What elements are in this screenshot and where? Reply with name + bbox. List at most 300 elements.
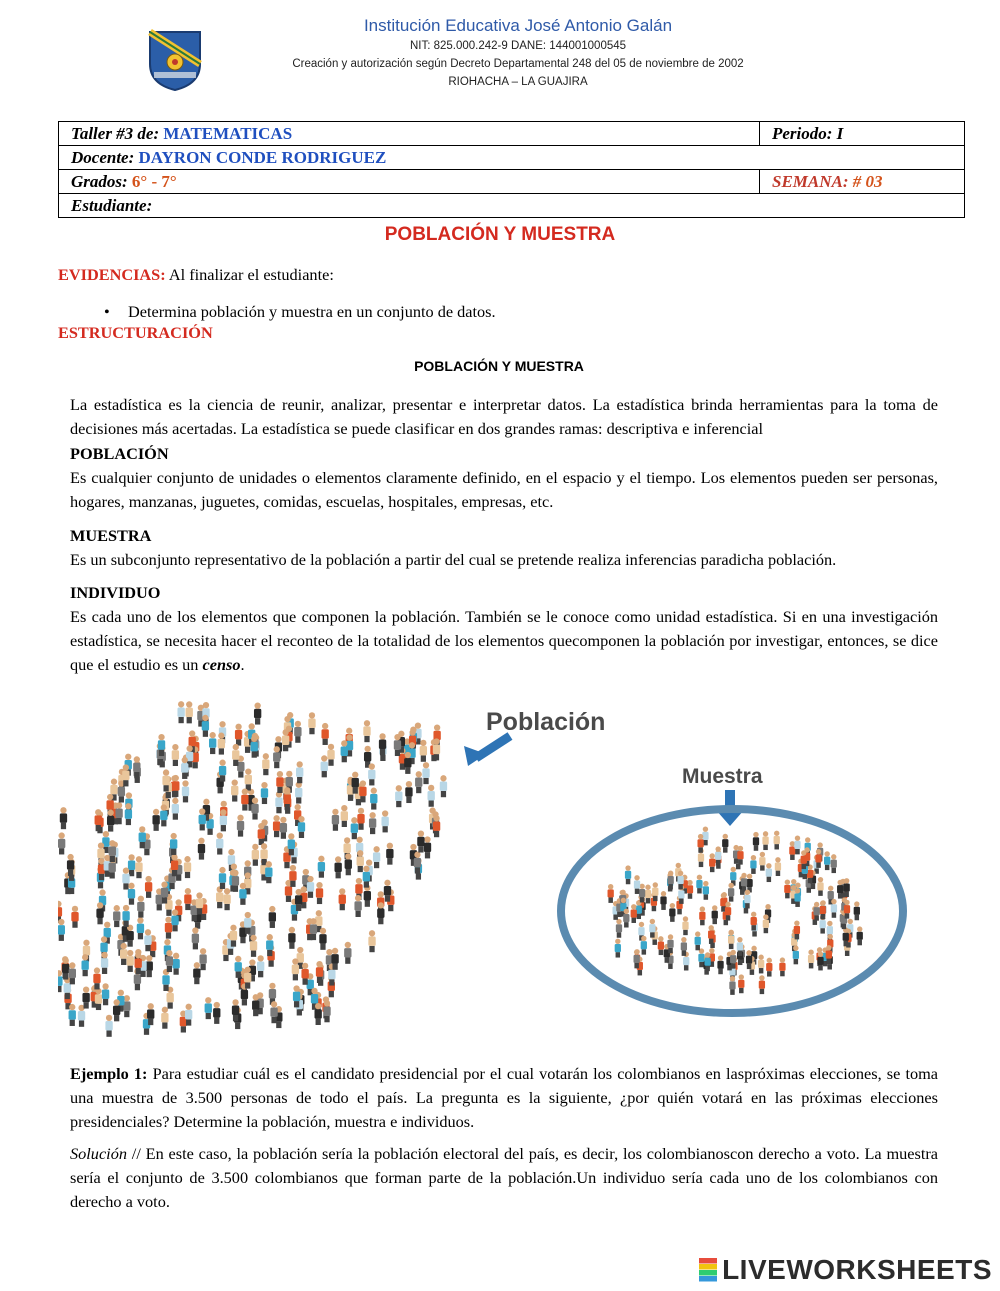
person-legs: [652, 906, 657, 911]
person-legs: [705, 966, 710, 971]
person-head: [303, 869, 309, 875]
person-legs: [328, 760, 333, 766]
person-head: [373, 846, 379, 852]
person-head: [698, 834, 703, 839]
person-legs: [68, 870, 73, 876]
person-legs: [329, 991, 334, 997]
person-body: [219, 766, 226, 775]
person-body: [420, 746, 427, 755]
nit-dane: NIT: 825.000.242-9 DANE: 144001000545: [409, 40, 627, 52]
person-legs: [166, 910, 171, 916]
person-legs: [336, 872, 341, 878]
person-head: [196, 892, 202, 898]
person-body: [71, 912, 78, 921]
person-body: [793, 951, 799, 959]
taller-subject: MATEMATICAS: [163, 123, 293, 143]
person-body: [107, 816, 114, 825]
person-head: [737, 937, 742, 942]
person-head: [114, 905, 120, 911]
person-body: [638, 927, 644, 935]
person-legs: [223, 955, 228, 961]
person-head: [324, 1000, 330, 1006]
person-legs: [744, 908, 749, 913]
person-body: [139, 832, 146, 841]
person-legs: [831, 868, 836, 873]
person-head: [339, 888, 345, 894]
person-legs: [173, 813, 178, 819]
person-head: [202, 715, 208, 721]
person-legs: [296, 905, 301, 911]
person-legs: [292, 914, 297, 920]
person-head: [69, 1004, 75, 1010]
person-legs: [736, 864, 741, 869]
person-legs: [162, 1022, 167, 1028]
person-legs: [235, 1023, 240, 1029]
person-legs: [182, 773, 187, 779]
person-legs: [124, 1011, 129, 1017]
person-head: [153, 809, 159, 815]
poblacion-text: Es cualquier conjunto de unidades o elementos claramente definido, en el espacio y el tiempo. Los elementos pueden ser personas, hogares, manzanas, juguetes, comidas, escuelas, hospitales, empresas, etc.: [70, 468, 938, 511]
person-head: [231, 863, 237, 869]
person-legs: [167, 966, 172, 972]
person-legs: [642, 949, 647, 954]
person-legs: [320, 944, 325, 950]
person-legs: [303, 978, 308, 984]
person-body: [774, 836, 780, 844]
person-legs: [811, 884, 816, 889]
person-body: [104, 928, 111, 937]
person-body: [127, 956, 134, 965]
person-legs: [388, 905, 393, 911]
person-legs: [415, 867, 420, 873]
person-legs: [172, 870, 177, 876]
person-legs: [296, 797, 301, 803]
person-legs: [240, 937, 245, 943]
person-legs: [253, 859, 258, 865]
person-legs: [709, 939, 714, 944]
decree-line: Creación y autorización según Decreto Departamental 248 del 05 de noviembre de 2002: [292, 58, 744, 70]
person-body: [296, 768, 303, 777]
person-legs: [661, 905, 666, 910]
person-head: [766, 863, 771, 868]
person-head: [365, 746, 371, 752]
person-legs: [276, 807, 281, 813]
person-legs: [626, 879, 631, 884]
person-legs: [193, 762, 198, 768]
person-body: [433, 821, 440, 830]
person-head: [700, 906, 705, 911]
person-body: [623, 914, 629, 922]
person-legs: [289, 849, 294, 855]
person-body: [185, 1010, 192, 1019]
person-body: [677, 876, 683, 884]
person-head: [106, 1015, 112, 1021]
person-legs: [245, 928, 250, 934]
person-body: [115, 809, 122, 818]
person-head: [232, 780, 238, 786]
person-body: [170, 839, 177, 848]
person-head: [355, 895, 361, 901]
person-head: [634, 949, 639, 954]
person-body: [779, 963, 785, 971]
person-body: [232, 876, 239, 885]
person-body: [341, 811, 348, 820]
person-legs: [352, 833, 357, 839]
person-legs: [166, 932, 171, 938]
person-head: [639, 884, 644, 889]
person-head: [658, 936, 663, 941]
person-head: [322, 723, 328, 729]
person-head: [676, 863, 681, 868]
person-body: [166, 956, 173, 965]
person-legs: [276, 1022, 281, 1028]
person-body: [252, 1000, 259, 1009]
person-body: [854, 907, 860, 915]
person-head: [240, 883, 246, 889]
person-body: [667, 940, 673, 948]
person-head: [125, 754, 131, 760]
person-body: [110, 785, 117, 794]
person-head: [217, 833, 223, 839]
person-head: [139, 826, 145, 832]
person-head: [107, 794, 113, 800]
person-legs: [96, 1004, 101, 1010]
person-head: [273, 815, 279, 821]
person-body: [725, 907, 731, 915]
person-head: [220, 809, 226, 815]
person-head: [790, 841, 795, 846]
person-body: [184, 862, 191, 871]
person-body: [292, 965, 299, 974]
person-legs: [364, 881, 369, 887]
person-body: [750, 860, 756, 868]
person-legs: [103, 999, 108, 1005]
person-head: [186, 745, 192, 751]
person-body: [202, 721, 209, 730]
person-body: [230, 931, 237, 940]
person-head: [252, 844, 258, 850]
person-body: [741, 878, 747, 886]
person-legs: [231, 940, 236, 946]
person-head: [249, 723, 255, 729]
person-body: [695, 937, 701, 945]
person-head: [228, 849, 234, 855]
person-head: [145, 929, 151, 935]
person-body: [166, 993, 173, 1002]
person-legs: [754, 845, 759, 850]
person-head: [200, 948, 206, 954]
person-legs: [219, 748, 224, 754]
person-body: [220, 816, 227, 825]
person-legs: [140, 842, 145, 848]
person-legs: [293, 974, 298, 980]
person-head: [631, 904, 636, 909]
person-head: [384, 880, 390, 886]
person-head: [158, 734, 164, 740]
person-legs: [814, 915, 819, 920]
person-head: [99, 889, 105, 895]
person-head: [433, 815, 439, 821]
person-body: [369, 818, 376, 827]
person-body: [697, 839, 703, 847]
person-body: [257, 962, 264, 971]
person-body: [213, 1008, 220, 1017]
person-body: [97, 849, 104, 858]
person-legs: [183, 796, 188, 802]
liveworksheets-badge-icon: [697, 1257, 719, 1283]
person-legs: [844, 892, 849, 897]
person-legs: [171, 849, 176, 855]
person-legs: [289, 943, 294, 949]
person-body: [181, 763, 188, 772]
person-head: [82, 954, 88, 960]
person-head: [844, 900, 849, 905]
person-head: [173, 775, 179, 781]
person-legs: [423, 778, 428, 784]
person-body: [857, 932, 863, 940]
person-legs: [670, 916, 675, 921]
person-head: [83, 987, 89, 993]
person-body: [280, 823, 287, 832]
person-head: [420, 740, 426, 746]
person-body: [766, 869, 772, 877]
person-head: [214, 1002, 220, 1008]
person-head: [831, 854, 836, 859]
person-body: [422, 768, 429, 777]
person-head: [245, 872, 251, 878]
person-body: [814, 907, 820, 915]
person-body: [265, 867, 272, 876]
person-head: [253, 994, 259, 1000]
person-legs: [224, 904, 229, 910]
person-legs: [252, 751, 257, 757]
person-head: [721, 893, 726, 898]
person-body: [730, 955, 736, 963]
person-legs: [369, 779, 374, 785]
person-legs: [374, 862, 379, 868]
person-legs: [857, 940, 862, 945]
person-body: [311, 994, 318, 1003]
person-head: [758, 955, 763, 960]
person-head: [346, 734, 352, 740]
person-legs: [136, 872, 141, 878]
person-body: [235, 962, 242, 971]
person-head: [124, 995, 130, 1001]
person-body: [424, 843, 431, 852]
person-head: [258, 955, 264, 961]
person-head: [277, 771, 283, 777]
person-legs: [795, 902, 800, 907]
person-body: [216, 839, 223, 848]
person-head: [109, 840, 115, 846]
person-legs: [319, 871, 324, 877]
muestra-label: Muestra: [682, 765, 763, 788]
person-body: [827, 926, 833, 934]
person-legs: [385, 895, 390, 901]
person-body: [364, 752, 371, 761]
person-head: [795, 888, 800, 893]
person-legs: [774, 844, 779, 849]
person-body: [273, 821, 280, 830]
person-head: [346, 728, 352, 734]
person-body: [270, 1007, 277, 1016]
person-head: [824, 851, 829, 856]
person-body: [196, 899, 203, 908]
section-subtitle: POBLACIÓN Y MUESTRA: [414, 358, 584, 374]
person-body: [135, 862, 142, 871]
person-body: [808, 955, 814, 963]
person-body: [334, 863, 341, 872]
person-body: [118, 787, 125, 796]
person-body: [172, 959, 179, 968]
person-body: [794, 841, 800, 849]
person-head: [126, 792, 132, 798]
person-legs: [161, 820, 166, 826]
person-head: [219, 721, 225, 727]
person-body: [615, 944, 621, 952]
person-head: [751, 912, 756, 917]
person-body: [172, 750, 179, 759]
person-legs: [285, 804, 290, 810]
person-body: [784, 885, 790, 893]
person-body: [209, 738, 216, 747]
person-head: [703, 881, 708, 886]
person-body: [737, 942, 743, 950]
person-body: [658, 942, 664, 950]
person-legs: [236, 972, 241, 978]
person-legs: [809, 963, 814, 968]
person-legs: [263, 769, 268, 775]
person-head: [746, 950, 751, 955]
person-body: [698, 954, 704, 962]
person-legs: [329, 979, 334, 985]
person-head: [795, 835, 800, 840]
person-legs: [825, 865, 830, 870]
person-body: [122, 911, 129, 920]
person-head: [58, 832, 64, 838]
person-head: [728, 883, 733, 888]
person-body: [260, 849, 267, 858]
person-legs: [358, 823, 363, 829]
person-body: [231, 786, 238, 795]
person-legs: [838, 893, 843, 898]
person-head: [185, 888, 191, 894]
person-body: [182, 787, 189, 796]
ejemplo-label: Ejemplo 1:: [70, 1064, 148, 1083]
person-head: [751, 946, 756, 951]
person-legs: [752, 931, 757, 936]
person-head: [371, 788, 377, 794]
person-head: [146, 955, 152, 961]
person-head: [165, 917, 171, 923]
person-body: [162, 975, 169, 984]
estudiante-cell: Estudiante:: [59, 194, 965, 218]
person-head: [650, 919, 655, 924]
person-legs: [144, 1029, 149, 1035]
person-legs: [72, 921, 77, 927]
person-legs: [710, 867, 715, 872]
person-body: [433, 745, 440, 754]
person-legs: [135, 984, 140, 990]
person-head: [725, 902, 730, 907]
person-body: [125, 809, 132, 818]
person-head: [203, 799, 209, 805]
person-body: [357, 856, 364, 865]
person-legs: [699, 862, 704, 867]
person-legs: [252, 813, 257, 819]
person-legs: [79, 1021, 84, 1027]
person-legs: [378, 918, 383, 924]
person-legs: [767, 877, 772, 882]
person-legs: [855, 915, 860, 920]
person-head: [681, 937, 686, 942]
person-head: [857, 926, 862, 931]
person-head: [341, 805, 347, 811]
person-legs: [240, 899, 245, 905]
person-legs: [145, 945, 150, 951]
person-legs: [201, 914, 206, 920]
person-legs: [342, 756, 347, 762]
person-legs: [217, 848, 222, 854]
person-legs: [383, 826, 388, 832]
person-legs: [323, 739, 328, 745]
person-body: [258, 829, 265, 838]
person-head: [184, 856, 190, 862]
person-head: [288, 833, 294, 839]
person-legs: [738, 859, 743, 864]
person-legs: [734, 858, 739, 863]
person-head: [358, 808, 364, 814]
person-legs: [803, 874, 808, 879]
person-body: [106, 800, 113, 809]
person-legs: [716, 860, 721, 865]
person-head: [816, 849, 821, 854]
person-body: [331, 954, 338, 963]
person-legs: [123, 780, 128, 786]
person-head: [335, 856, 341, 862]
person-legs: [207, 829, 212, 835]
person-legs: [173, 760, 178, 766]
person-body: [359, 787, 366, 796]
person-legs: [299, 832, 304, 838]
person-body: [837, 885, 843, 893]
person-legs: [729, 944, 734, 949]
person-head: [134, 756, 140, 762]
person-head: [249, 959, 255, 965]
person-head: [136, 856, 142, 862]
person-body: [165, 923, 172, 932]
person-legs: [266, 877, 271, 883]
person-body: [668, 876, 674, 884]
person-legs: [140, 971, 145, 977]
person-legs: [764, 928, 769, 933]
person-legs: [682, 950, 687, 955]
person-body: [703, 886, 709, 894]
person-body: [669, 908, 675, 916]
person-legs: [678, 884, 683, 889]
person-legs: [371, 803, 376, 809]
person-legs: [608, 898, 613, 903]
person-head: [145, 876, 151, 882]
person-head: [763, 914, 768, 919]
person-head: [263, 753, 269, 759]
person-legs: [194, 978, 199, 984]
person-head: [753, 832, 758, 837]
person-body: [696, 880, 702, 888]
person-legs: [110, 856, 115, 862]
intro-paragraph: La estadística es la ciencia de reunir, analizar, presentar e interpretar datos. La estadística brinda herramientas para la toma de decisiones más acertadas. La estadística se puede clasificar en dos grandes ramas: descriptiva e inferencial: [70, 395, 938, 438]
person-body: [308, 719, 315, 728]
